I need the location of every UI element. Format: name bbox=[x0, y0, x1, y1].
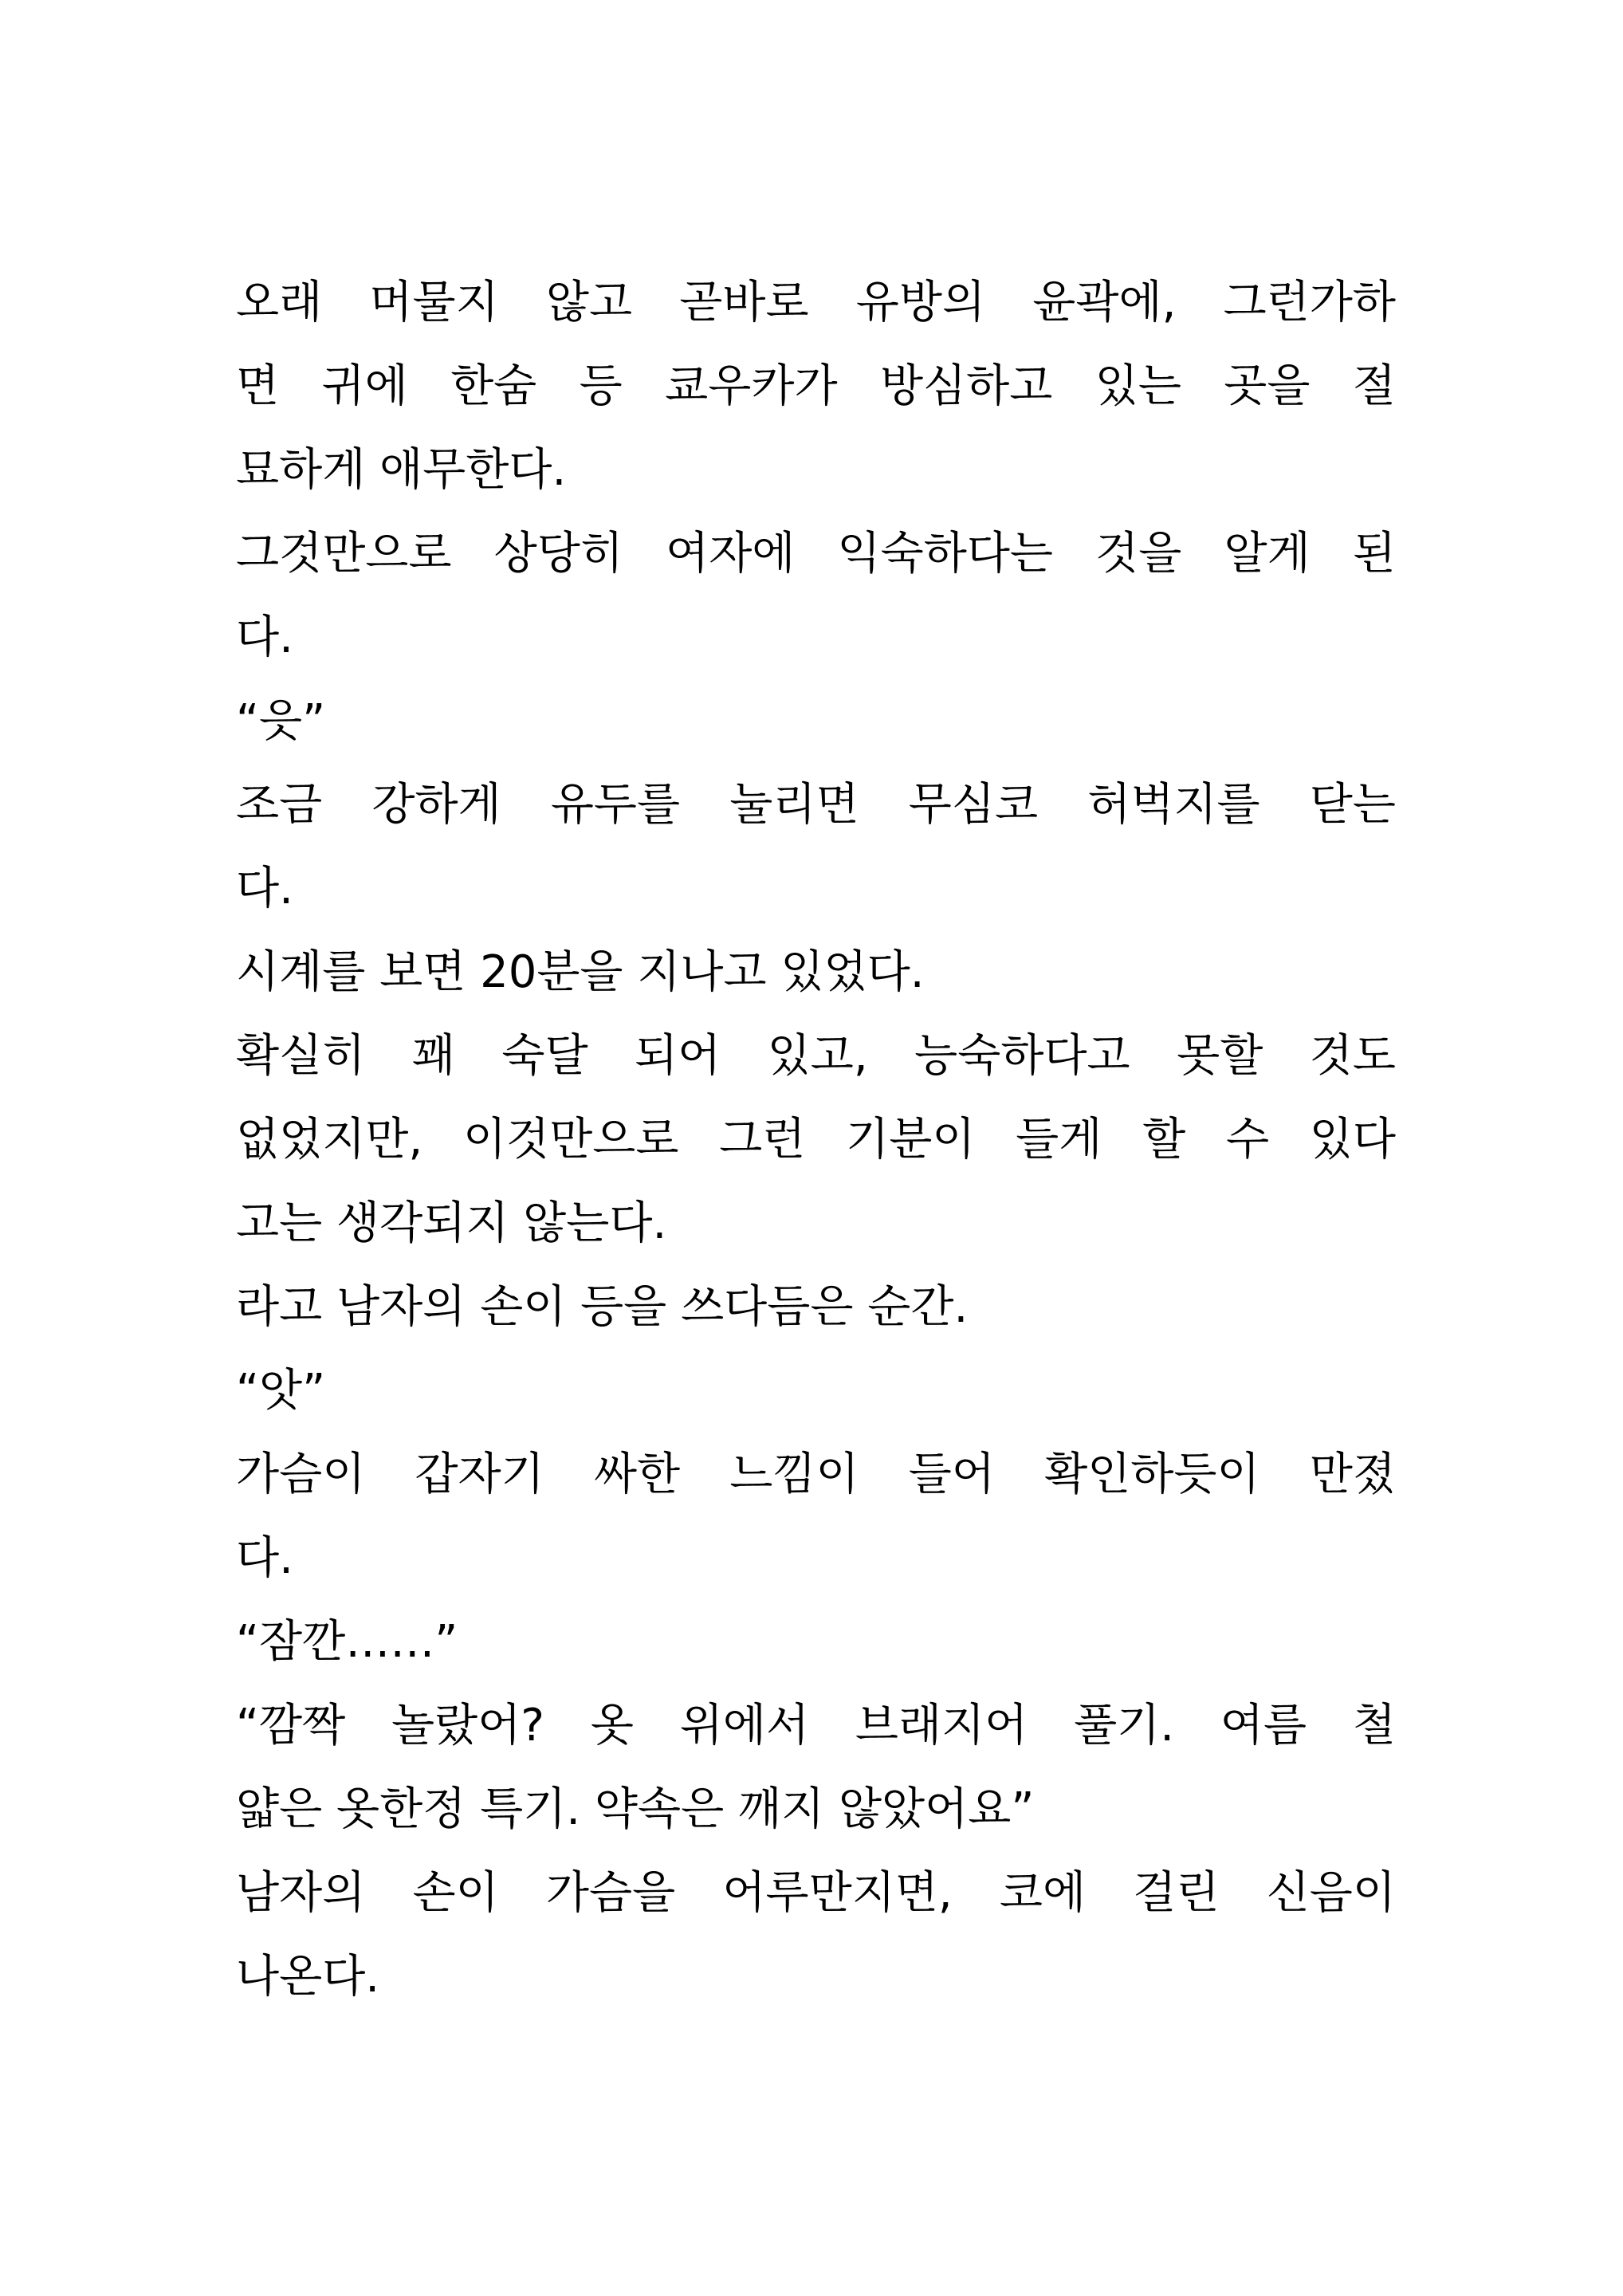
paragraph bbox=[236, 1851, 1396, 2019]
text-line: 얇은 옷한정 특기. 약속은 깨지 않았어요” bbox=[236, 1783, 1035, 1835]
paragraph bbox=[236, 512, 1396, 679]
text-line: “잠깐……” bbox=[236, 1616, 458, 1668]
text-line: “읏” bbox=[236, 695, 326, 747]
text-body bbox=[236, 261, 1396, 2019]
text-line: 오래 머물지 않고 곧바로 유방의 윤곽에, 그런가하 bbox=[236, 277, 1396, 328]
text-line: “깜짝 놀랐어? 옷 위에서 브래지어 풀기. 여름 철 bbox=[236, 1700, 1396, 1751]
text-line: 면 귀에 한숨 등 쿄우카가 방심하고 있는 곳을 절 bbox=[236, 360, 1396, 412]
paragraph bbox=[236, 1014, 1396, 1265]
text-line: 묘하게 애무한다. bbox=[236, 444, 567, 496]
dialogue-paragraph bbox=[236, 679, 1396, 763]
text-line: 다. bbox=[236, 611, 293, 663]
text-line: 확실히 꽤 숙달 되어 있고, 능숙하다고 못할 것도 bbox=[236, 1030, 1396, 1082]
paragraph bbox=[236, 763, 1396, 930]
text-line: 시계를 보면 20분을 지나고 있었다. bbox=[236, 946, 925, 998]
paragraph bbox=[236, 261, 1396, 512]
paragraph bbox=[236, 1265, 1396, 1349]
dialogue-paragraph bbox=[236, 1349, 1396, 1433]
text-line: 가슴이 갑자기 싸한 느낌이 들어 확인하듯이 만졌 bbox=[236, 1449, 1396, 1500]
dialogue-paragraph bbox=[236, 1600, 1396, 1684]
text-line: 그것만으로 상당히 여자에 익숙하다는 것을 알게 된 bbox=[236, 528, 1396, 580]
text-line: 없었지만, 이것만으로 그런 기분이 들게 할 수 있다 bbox=[236, 1114, 1396, 1166]
text-line: 라고 남자의 손이 등을 쓰다듬은 순간. bbox=[236, 1281, 969, 1333]
text-line: 다. bbox=[236, 863, 293, 914]
paragraph bbox=[236, 1433, 1396, 1600]
dialogue-paragraph bbox=[236, 1684, 1396, 1851]
text-line: 남자의 손이 가슴을 어루만지면, 코에 걸린 신음이 bbox=[236, 1867, 1396, 1919]
paragraph bbox=[236, 930, 1396, 1014]
text-line: 고는 생각되지 않는다. bbox=[236, 1197, 667, 1249]
text-line: 다. bbox=[236, 1532, 293, 1584]
text-line: “앗” bbox=[236, 1365, 326, 1417]
text-line: 조금 강하게 유두를 눌리면 무심코 허벅지를 닫는 bbox=[236, 779, 1396, 831]
text-line: 나온다. bbox=[236, 1951, 380, 2003]
